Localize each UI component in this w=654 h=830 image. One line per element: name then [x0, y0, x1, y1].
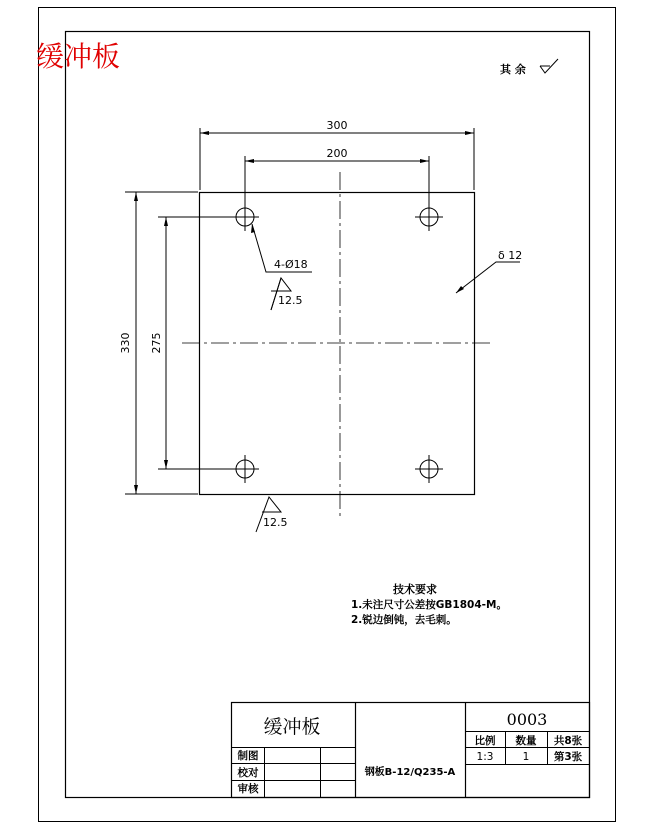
row-check-label: 校对: [237, 767, 259, 779]
dim-330-label: 330: [119, 332, 132, 354]
col-total-header: 共8张: [553, 735, 583, 747]
overlay-title: 缓冲板: [36, 40, 121, 73]
hole-bottom-right: [415, 455, 443, 483]
plate-view: [119, 119, 522, 532]
row-review-label: 审核: [237, 783, 259, 795]
scale-value: 1:3: [476, 751, 494, 763]
col-qty-header: 数量: [515, 735, 537, 747]
roughness-hole-symbol: [271, 278, 303, 310]
qty-value: 1: [522, 751, 530, 763]
roughness-symbol-icon: [540, 59, 558, 73]
tech-note-1: 1.未注尺寸公差按GB1804-M。: [351, 599, 507, 611]
leader-thickness: [456, 249, 522, 293]
tech-note-2: 2.锐边倒钝，去毛刺。: [351, 614, 457, 626]
leader-holes: [251, 224, 312, 272]
dimension-hole-spacing-200: [245, 147, 429, 205]
tech-notes: [351, 582, 507, 626]
thickness-label: δ 12: [498, 249, 523, 262]
roughness-edge-label: 12.5: [263, 516, 288, 529]
material-value: 钢板B-12/Q235-A: [364, 767, 456, 778]
dim-275-label: 275: [150, 332, 163, 354]
roughness-edge-symbol: [256, 497, 288, 532]
title-block-part-name: 缓冲板: [263, 716, 321, 738]
holes-label: 4-Ø18: [274, 258, 308, 271]
title-block: [232, 703, 590, 798]
dim-300-label: 300: [326, 119, 348, 132]
roughness-other-label: 其 余: [500, 63, 526, 76]
col-scale-header: 比例: [474, 735, 496, 747]
hole-top-right: [415, 203, 443, 231]
tech-notes-heading: 技术要求: [393, 583, 437, 596]
sheet-value: 第3张: [553, 751, 583, 763]
plate-outline: [200, 193, 475, 495]
title-block-drawing-no: 0003: [506, 710, 548, 729]
roughness-other-note: [500, 59, 558, 76]
dim-200-label: 200: [326, 147, 348, 160]
roughness-hole-label: 12.5: [278, 294, 303, 307]
row-draw-label: 制图: [237, 750, 259, 762]
